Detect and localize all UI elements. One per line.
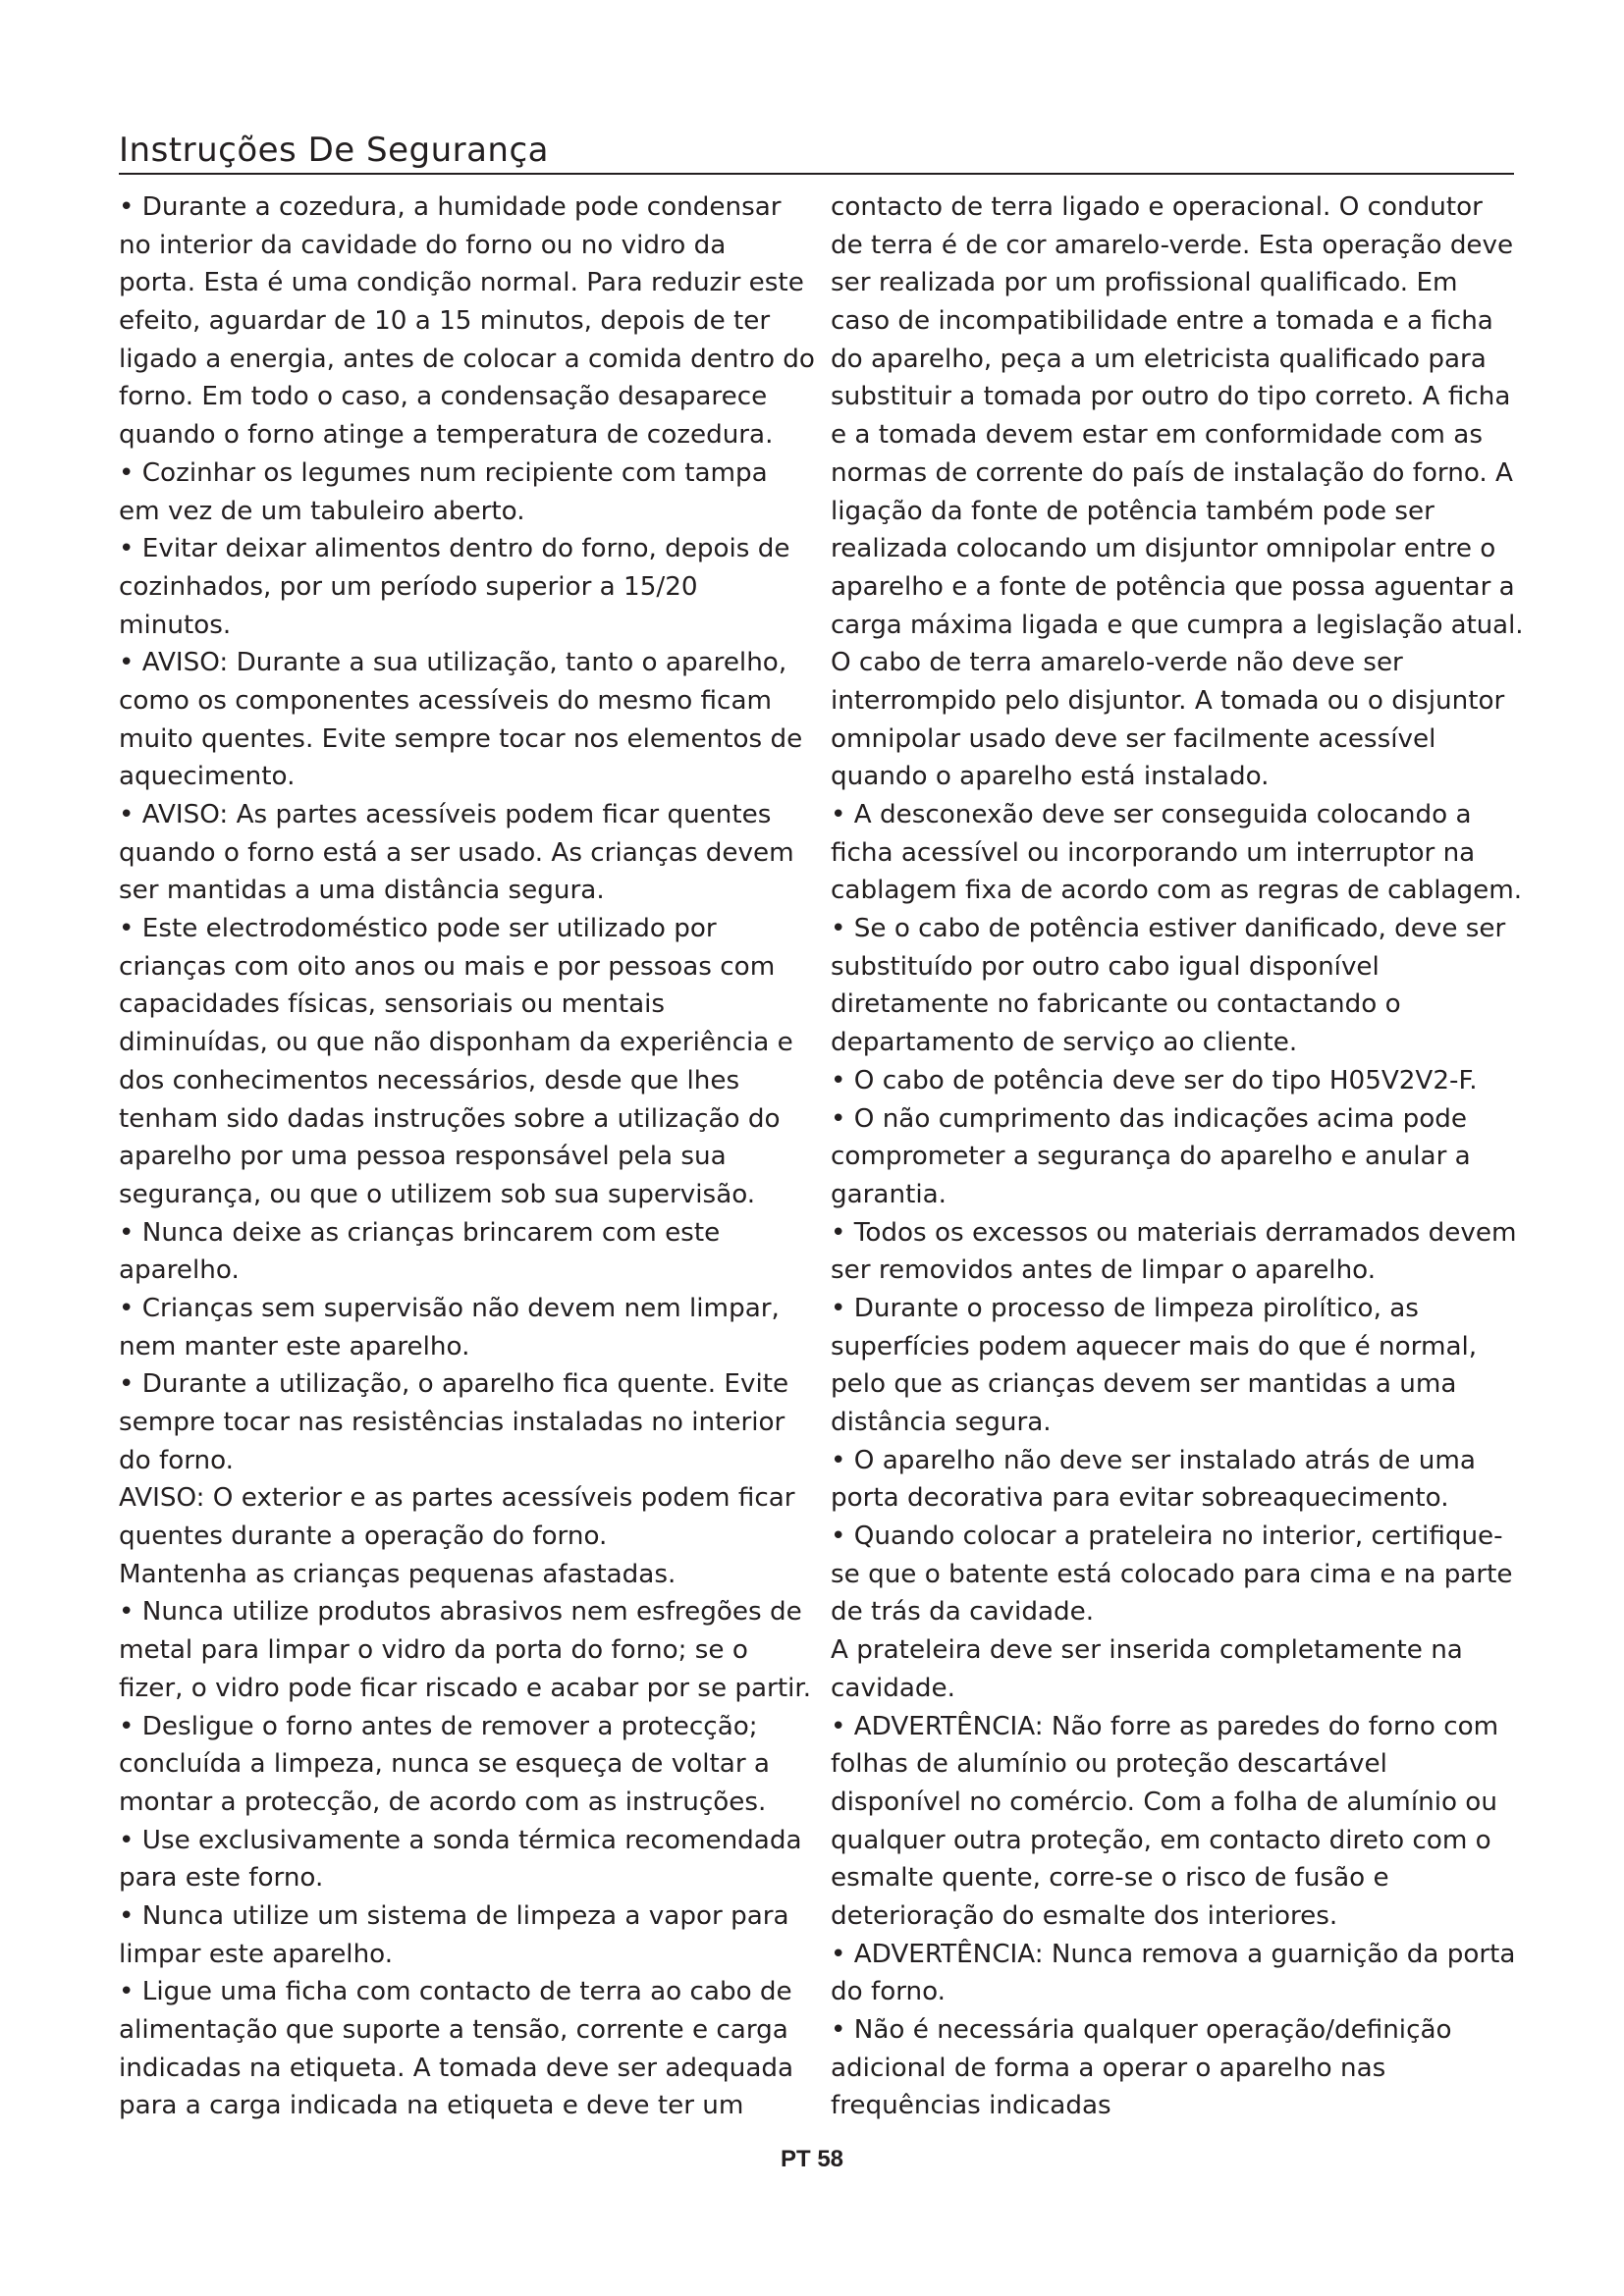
text-line: sempre tocar nas resistências instaladas no interior: [119, 1408, 785, 1437]
text-line: segurança, ou que o utilizem sob sua supervisão.: [119, 1179, 756, 1209]
text-line: ficha acessível ou incorporando um interruptor na: [831, 837, 1476, 868]
text-line: aparelho.: [119, 1255, 240, 1286]
left-column: [119, 188, 818, 2125]
text-line: concluída a limpeza, nunca se esqueça de voltar a: [119, 1749, 770, 1780]
text-line: frequências indicadas: [831, 2091, 1111, 2121]
text-line: aparelho e a fonte de potência que possa aguentar a: [831, 571, 1515, 602]
text-line: • Durante a utilização, o aparelho fica quente. Evite: [119, 1369, 789, 1400]
text-line: caso de incompatibilidade entre a tomada e a ficha: [831, 306, 1493, 337]
text-line: indicadas na etiqueta. A tomada deve ser adequada: [119, 2053, 794, 2083]
text-line: ligação da fonte de potência também pode ser: [831, 496, 1435, 526]
right-column: [831, 188, 1524, 2125]
text-line: crianças com oito anos ou mais e por pessoas com: [119, 951, 776, 982]
text-line: aparelho por uma pessoa responsável pela sua: [119, 1142, 727, 1172]
text-line: quando o aparelho está instalado.: [831, 762, 1270, 792]
text-line: disponível no comércio. Com a folha de alumínio ou: [831, 1787, 1497, 1817]
text-line: omnipolar usado deve ser facilmente acessível: [831, 723, 1436, 754]
text-line: em vez de um tabuleiro aberto.: [119, 496, 525, 526]
text-line: cablagem fixa de acordo com as regras de cablagem.: [831, 876, 1523, 906]
text-line: fizer, o vidro pode ficar riscado e acabar por se partir.: [119, 1673, 812, 1703]
text-line: carga máxima ligada e que cumpra a legislação atual.: [831, 610, 1524, 640]
text-line: nem manter este aparelho.: [119, 1331, 470, 1362]
text-line: realizada colocando um disjuntor omnipolar entre o: [831, 534, 1496, 564]
text-line: folhas de alumínio ou proteção descartável: [831, 1749, 1387, 1780]
text-line: diretamente no fabricante ou contactando o: [831, 989, 1401, 1020]
text-line: A prateleira deve ser inserida completamente na: [831, 1635, 1463, 1666]
text-line: • A desconexão deve ser conseguida colocando a: [831, 800, 1472, 829]
text-line: • Durante o processo de limpeza pirolítico, as: [831, 1293, 1419, 1323]
text-line: quentes durante a operação do forno.: [119, 1522, 608, 1552]
text-line: porta decorativa para evitar sobreaquecimento.: [831, 1483, 1449, 1514]
text-line: • Não é necessária qualquer operação/definição: [831, 2015, 1452, 2045]
text-line: • Se o cabo de potência estiver danificado, deve ser: [831, 914, 1506, 944]
text-line: interrompido pelo disjuntor. A tomada ou o disjuntor: [831, 685, 1505, 716]
text-line: capacidades físicas, sensoriais ou mentais: [119, 989, 666, 1020]
text-line: pelo que as crianças devem ser mantidas a uma: [831, 1369, 1457, 1400]
text-line: comprometer a segurança do aparelho e anular a: [831, 1142, 1471, 1172]
text-line: • Desligue o forno antes de remover a protecção;: [119, 1711, 758, 1741]
text-line: departamento de serviço ao cliente.: [831, 1028, 1298, 1058]
text-line: normas de corrente do país de instalação do forno. A: [831, 457, 1513, 488]
text-line: cozinhados, por um período superior a 15/20: [119, 571, 698, 602]
text-line: diminuídas, ou que não disponham da experiência e: [119, 1028, 793, 1058]
text-line: se que o batente está colocado para cima e na parte: [831, 1559, 1513, 1589]
page-title: Instruções De Segurança: [119, 131, 550, 170]
text-line: dos conhecimentos necessários, desde que lhes: [119, 1065, 740, 1095]
text-line: O cabo de terra amarelo-verde não deve ser: [831, 648, 1403, 678]
text-line: adicional de forma a operar o aparelho nas: [831, 2053, 1386, 2083]
text-line: quando o forno atinge a temperatura de cozedura.: [119, 420, 774, 451]
text-line: do forno.: [831, 1977, 946, 2007]
text-line: • Ligue uma ficha com contacto de terra ao cabo de: [119, 1977, 792, 2007]
text-line: substituído por outro cabo igual disponível: [831, 951, 1380, 982]
text-line: • ADVERTÊNCIA: Nunca remova a guarnição da porta: [831, 1939, 1516, 1969]
text-line: efeito, aguardar de 10 a 15 minutos, depois de ter: [119, 306, 771, 337]
text-line: contacto de terra ligado e operacional. O condutor: [831, 192, 1483, 222]
text-line: porta. Esta é uma condição normal. Para reduzir este: [119, 268, 804, 298]
text-line: do aparelho, peça a um eletricista qualificado para: [831, 344, 1487, 374]
text-line: alimentação que suporte a tensão, corrente e carga: [119, 2015, 788, 2045]
text-line: quando o forno está a ser usado. As crianças devem: [119, 837, 794, 868]
text-line: • Evitar deixar alimentos dentro do forno, depois de: [119, 534, 790, 564]
text-line: para este forno.: [119, 1863, 324, 1894]
text-line: • AVISO: As partes acessíveis podem ficar quentes: [119, 800, 772, 829]
text-line: garantia.: [831, 1179, 947, 1209]
text-line: ser removidos antes de limpar o aparelho.: [831, 1255, 1377, 1286]
text-line: para a carga indicada na etiqueta e deve ter um: [119, 2091, 744, 2121]
text-line: e a tomada devem estar em conformidade com as: [831, 420, 1483, 451]
text-line: • Cozinhar os legumes num recipiente com tampa: [119, 457, 768, 488]
text-line: distância segura.: [831, 1408, 1052, 1437]
text-line: • O aparelho não deve ser instalado atrás de uma: [831, 1445, 1476, 1475]
text-line: como os componentes acessíveis do mesmo ficam: [119, 685, 773, 716]
text-line: esmalte quente, corre-se o risco de fusão e: [831, 1863, 1389, 1894]
text-line: de terra é de cor amarelo-verde. Esta operação deve: [831, 230, 1514, 260]
text-line: no interior da cavidade do forno ou no vidro da: [119, 230, 727, 260]
text-line: do forno.: [119, 1445, 234, 1475]
text-line: minutos.: [119, 610, 232, 640]
text-line: substituir a tomada por outro do tipo correto. A ficha: [831, 382, 1511, 412]
text-line: • Crianças sem supervisão não devem nem limpar,: [119, 1293, 780, 1323]
text-line: limpar este aparelho.: [119, 1939, 394, 1969]
text-line: ser realizada por um profissional qualificado. Em: [831, 268, 1458, 298]
page-number: PT 58: [780, 2146, 844, 2172]
text-line: ser mantidas a uma distância segura.: [119, 876, 605, 906]
text-line: deterioração do esmalte dos interiores.: [831, 1900, 1338, 1931]
text-line: AVISO: O exterior e as partes acessíveis podem ficar: [119, 1483, 795, 1514]
text-line: • O não cumprimento das indicações acima pode: [831, 1103, 1468, 1134]
text-line: tenham sido dadas instruções sobre a utilização do: [119, 1103, 781, 1134]
text-line: aquecimento.: [119, 762, 296, 792]
text-line: • Nunca utilize um sistema de limpeza a vapor para: [119, 1900, 789, 1931]
text-line: • Quando colocar a prateleira no interior, certifique-: [831, 1522, 1503, 1552]
title-divider: [119, 173, 1514, 175]
text-line: • Use exclusivamente a sonda térmica recomendada: [119, 1825, 802, 1855]
text-line: Mantenha as crianças pequenas afastadas.: [119, 1559, 677, 1589]
text-line: superfícies podem aquecer mais do que é normal,: [831, 1331, 1478, 1362]
text-line: muito quentes. Evite sempre tocar nos elementos de: [119, 723, 803, 754]
text-line: • Durante a cozedura, a humidade pode condensar: [119, 192, 782, 222]
text-line: • Este electrodoméstico pode ser utilizado por: [119, 914, 717, 944]
text-line: • Todos os excessos ou materiais derramados devem: [831, 1217, 1517, 1248]
text-line: • ADVERTÊNCIA: Não forre as paredes do forno com: [831, 1711, 1499, 1741]
text-line: qualquer outra proteção, em contacto direto com o: [831, 1825, 1491, 1855]
text-line: • Nunca deixe as crianças brincarem com este: [119, 1217, 721, 1248]
text-line: • Nunca utilize produtos abrasivos nem esfregões de: [119, 1597, 802, 1628]
text-line: cavidade.: [831, 1673, 955, 1703]
text-line: forno. Em todo o caso, a condensação desaparece: [119, 382, 768, 412]
text-line: de trás da cavidade.: [831, 1597, 1095, 1628]
text-line: • O cabo de potência deve ser do tipo H05V2V2-F.: [831, 1065, 1478, 1095]
text-line: ligado a energia, antes de colocar a comida dentro do: [119, 344, 815, 374]
text-line: metal para limpar o vidro da porta do forno; se o: [119, 1635, 748, 1666]
text-line: • AVISO: Durante a sua utilização, tanto o aparelho,: [119, 648, 787, 678]
text-line: montar a protecção, de acordo com as instruções.: [119, 1787, 767, 1817]
